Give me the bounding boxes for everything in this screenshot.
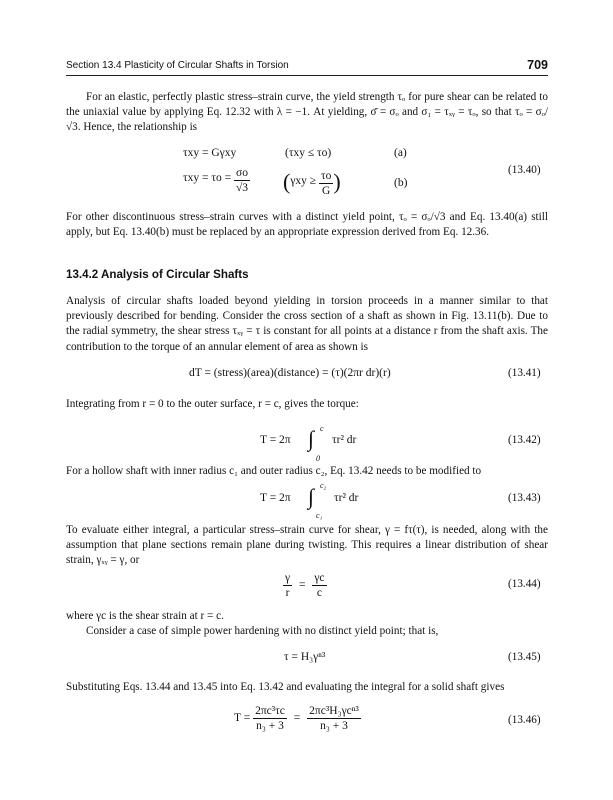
paragraph-substituting: Substituting Eqs. 13.44 and 13.45 into Eq. 13.42 and evaluating the integral for a solid shaft gives — [66, 681, 505, 693]
paragraph-evaluate-integral: To evaluate either integral, a particular stress–strain curve for shear, γ = fτ(τ), is needed, along with the assumption that plane sections remain plane during twisting. This requires a linear distribution of shear strain, γₓᵧ = γ, or — [66, 524, 548, 567]
equation-13-42-lhs: T = 2π — [260, 434, 291, 446]
equation-13-44: $\frac{\gamma}{r}$ = $\frac{\gamma c}{c}$ — [285, 572, 325, 599]
equation-13-45: τ = H₃γⁿ³ — [284, 651, 326, 663]
equation-13-40a-condition: (τxy ≤ τo) — [285, 147, 332, 159]
equation-13-41: dT = (stress)(area)(distance) = (τ)(2πr dr)(r) — [189, 367, 391, 379]
fraction-denominator: c — [316, 587, 322, 599]
equation-number-13-43: (13.43) — [508, 492, 541, 504]
fraction-denominator: √3 — [235, 182, 249, 194]
integral-upper-limit: c — [320, 424, 324, 433]
equation-number-13-46: (13.46) — [508, 714, 541, 726]
equation-13-46-lhs: T = — [234, 712, 251, 725]
fraction-torque-2 — [307, 704, 361, 733]
equation-13-40b-lhs: τxy = τo = — [183, 172, 232, 185]
equation-13-40a-lhs: τxy = Gγxy — [183, 147, 237, 159]
equation-13-40b-condition: (γxy ≥ $\frac{\tau o}{G}$ ) — [283, 169, 341, 197]
equation-13-40b-tag: (b) — [394, 177, 408, 189]
section-title: Section 13.4 Plasticity of Circular Shafts in Torsion — [66, 60, 289, 71]
fraction-torque-1 — [253, 704, 287, 733]
equation-13-40b — [183, 166, 250, 195]
paragraph-analysis: Analysis of circular shafts loaded beyond yielding in torsion proceeds in a manner similar to that previously described for bending. Consider the cross section of a shaft as shown in Fig. 13.11(b). Due to the radial symmetry, the shear stress τₓᵧ = τ is constant for all points at a distance r from the shaft axis. The contribution to the torque of an annular element of area as shown is — [66, 295, 548, 353]
paragraph-hollow-shaft: For a hollow shaft with inner radius c₁ and outer radius c₂, Eq. 13.42 needs to be modified to — [66, 465, 482, 477]
fraction-denominator: n₃ + 3 — [320, 720, 348, 732]
fraction-gammac-c — [312, 571, 326, 600]
fraction-gamma-r — [283, 571, 292, 600]
section-heading: 13.4.2 Analysis of Circular Shafts — [66, 268, 249, 281]
integral-upper-limit: c₂ — [320, 481, 327, 490]
equation-number-13-40: (13.40) — [508, 164, 541, 176]
fraction-denominator: G — [322, 184, 331, 197]
integral-sign: ∫ — [308, 484, 315, 509]
paragraph-discontinuous-curves: For other discontinuous stress–strain curves with a distinct yield point, τₒ = σₒ/√3 and Eq. 13.40(a) still apply, but Eq. 13.40(b) must be replaced by an appropriate expression derived from Eq. 12.36. — [66, 211, 548, 239]
integral-lower-limit: c₁ — [316, 511, 323, 520]
equation-number-13-45: (13.45) — [508, 651, 541, 663]
integrand: τr² dr — [334, 492, 359, 504]
paragraph-integrating: Integrating from r = 0 to the outer surface, r = c, gives the torque: — [66, 398, 359, 410]
integral-lower-limit: 0 — [316, 454, 320, 463]
page-number: 709 — [527, 58, 548, 72]
condition-fraction — [319, 169, 333, 198]
equation-13-46: T = $\frac{\text{2πc³τc}}{\text{n₃ + 3}}$ = $\frac{\text{2πc³H₃γcⁿ³}}{\text{n₃ + 3}}$ — [234, 705, 359, 732]
equation-13-43 — [260, 480, 410, 520]
equation-13-40a-tag: (a) — [394, 147, 407, 159]
running-header — [66, 58, 548, 74]
fraction-numerator: γc — [314, 572, 325, 584]
equation-number-13-41: (13.41) — [508, 367, 541, 379]
paragraph-shear-strain-def: where γc is the shear strain at r = c. — [66, 610, 224, 622]
condition-lhs: γxy ≥ — [290, 175, 317, 187]
equation-13-43-lhs: T = 2π — [260, 492, 291, 504]
equation-number-13-42: (13.42) — [508, 434, 541, 446]
fraction-numerator: γ — [285, 572, 291, 584]
fraction-numerator: σo — [234, 166, 250, 181]
paragraph-power-hardening: Consider a case of simple power hardening with no distinct yield point; that is, — [86, 625, 439, 637]
header-rule — [66, 75, 548, 76]
equation-number-13-44: (13.44) — [508, 578, 541, 590]
equation-13-40a — [183, 147, 236, 159]
equation-13-40b-fraction — [234, 166, 250, 195]
fraction-numerator: 2πc³τc — [255, 705, 285, 717]
fraction-numerator: τo — [320, 169, 332, 182]
fraction-numerator: 2πc³H₃γcⁿ³ — [309, 705, 359, 717]
fraction-denominator: r — [285, 587, 290, 599]
equation-13-42 — [260, 424, 410, 464]
paragraph-yield-strength: For an elastic, perfectly plastic stress–strain curve, the yield strength τₒ for pure shear can be related to the uniaxial value by applying Eq. 12.32 with λ = −1. At yielding, σ̄ = σₒ and σ₁ = τₓᵧ = τₒ, so that τₒ = σₒ/√3. Hence, the relationship is — [66, 91, 548, 134]
integrand: τr² dr — [332, 434, 357, 446]
fraction-denominator: n₃ + 3 — [256, 720, 284, 732]
integral-sign: ∫ — [308, 426, 315, 451]
